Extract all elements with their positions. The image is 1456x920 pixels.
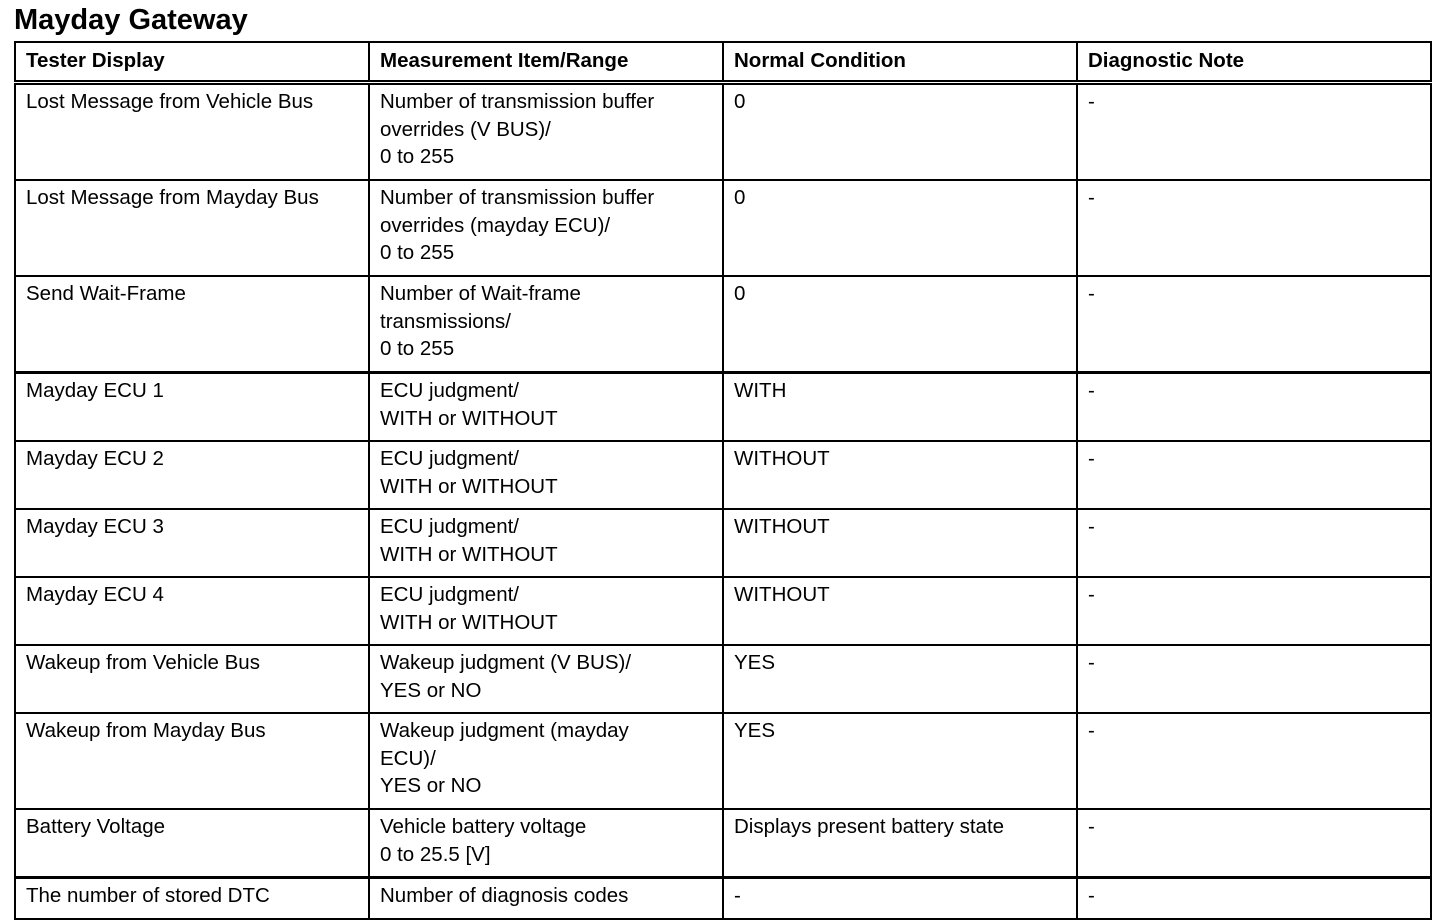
cell-normal-condition: Displays present battery state [723, 809, 1077, 878]
cell-tester-display: Wakeup from Vehicle Bus [15, 645, 369, 713]
cell-tester-display: Wakeup from Mayday Bus [15, 713, 369, 809]
header-tester-display: Tester Display [15, 42, 369, 83]
cell-diagnostic-note: - [1077, 809, 1431, 878]
cell-measurement-item: Number of transmission buffer overrides (V BUS)/ 0 to 255 [369, 83, 723, 181]
cell-normal-condition: YES [723, 713, 1077, 809]
table-row [15, 180, 1431, 276]
table-row [15, 809, 1431, 878]
cell-diagnostic-note: - [1077, 180, 1431, 276]
cell-measurement-item: ECU judgment/ WITH or WITHOUT [369, 373, 723, 442]
table-row [15, 441, 1431, 509]
cell-diagnostic-note: - [1077, 713, 1431, 809]
cell-measurement-item: Wakeup judgment (mayday ECU)/ YES or NO [369, 713, 723, 809]
data-list-table [14, 41, 1432, 920]
cell-diagnostic-note: - [1077, 441, 1431, 509]
cell-tester-display: Lost Message from Vehicle Bus [15, 83, 369, 181]
cell-tester-display: Mayday ECU 4 [15, 577, 369, 645]
cell-normal-condition: YES [723, 645, 1077, 713]
cell-tester-display: Mayday ECU 2 [15, 441, 369, 509]
cell-diagnostic-note: - [1077, 577, 1431, 645]
cell-normal-condition: - [723, 878, 1077, 920]
cell-measurement-item: ECU judgment/ WITH or WITHOUT [369, 441, 723, 509]
cell-measurement-item: Number of diagnosis codes [369, 878, 723, 920]
cell-measurement-item: Number of Wait-frame transmissions/ 0 to 255 [369, 276, 723, 373]
cell-diagnostic-note: - [1077, 276, 1431, 373]
cell-tester-display: Lost Message from Mayday Bus [15, 180, 369, 276]
cell-normal-condition: WITH [723, 373, 1077, 442]
cell-measurement-item: ECU judgment/ WITH or WITHOUT [369, 509, 723, 577]
table-header-row [15, 42, 1431, 83]
header-diagnostic-note: Diagnostic Note [1077, 42, 1431, 83]
cell-tester-display: The number of stored DTC [15, 878, 369, 920]
header-measurement-item-range: Measurement Item/Range [369, 42, 723, 83]
header-normal-condition: Normal Condition [723, 42, 1077, 83]
cell-normal-condition: WITHOUT [723, 509, 1077, 577]
cell-measurement-item: Number of transmission buffer overrides (mayday ECU)/ 0 to 255 [369, 180, 723, 276]
table-row [15, 645, 1431, 713]
page-title: Mayday Gateway [14, 4, 248, 36]
cell-tester-display: Mayday ECU 1 [15, 373, 369, 442]
cell-diagnostic-note: - [1077, 509, 1431, 577]
cell-tester-display: Send Wait-Frame [15, 276, 369, 373]
cell-diagnostic-note: - [1077, 878, 1431, 920]
table-row [15, 509, 1431, 577]
table-row [15, 276, 1431, 373]
cell-diagnostic-note: - [1077, 645, 1431, 713]
cell-measurement-item: Vehicle battery voltage 0 to 25.5 [V] [369, 809, 723, 878]
table-row [15, 373, 1431, 442]
table-row [15, 577, 1431, 645]
cell-tester-display: Battery Voltage [15, 809, 369, 878]
cell-tester-display: Mayday ECU 3 [15, 509, 369, 577]
table-row [15, 713, 1431, 809]
cell-normal-condition: 0 [723, 180, 1077, 276]
cell-diagnostic-note: - [1077, 373, 1431, 442]
cell-normal-condition: 0 [723, 276, 1077, 373]
cell-normal-condition: 0 [723, 83, 1077, 181]
table-row [15, 83, 1431, 181]
cell-diagnostic-note: - [1077, 83, 1431, 181]
cell-normal-condition: WITHOUT [723, 577, 1077, 645]
cell-measurement-item: Wakeup judgment (V BUS)/ YES or NO [369, 645, 723, 713]
table-row [15, 878, 1431, 920]
cell-measurement-item: ECU judgment/ WITH or WITHOUT [369, 577, 723, 645]
cell-normal-condition: WITHOUT [723, 441, 1077, 509]
